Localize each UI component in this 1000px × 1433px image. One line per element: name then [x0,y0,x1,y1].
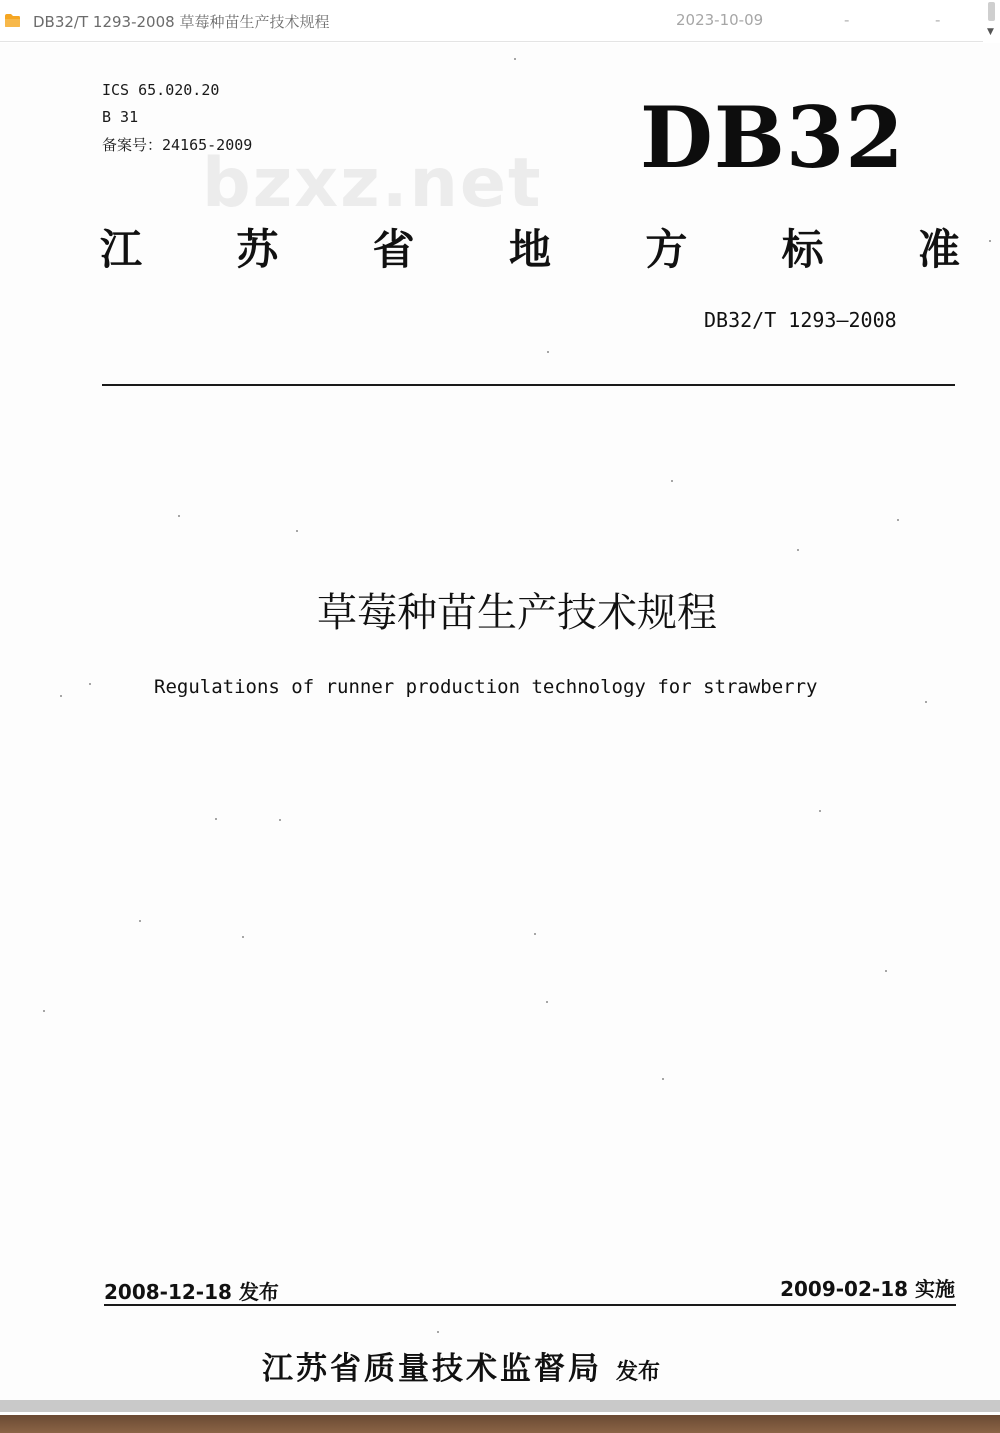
scan-speck [885,970,887,972]
publish-label: 发布 [616,1360,661,1385]
scan-speck [925,701,927,703]
scan-speck [534,933,536,935]
category-char: 省 [372,225,415,274]
title-chinese: 草莓种苗生产技术规程 [317,590,717,636]
scan-speck [546,1001,548,1003]
category-char: 苏 [236,225,279,274]
scroll-thumb[interactable] [988,2,995,21]
ics-code: ICS 65.020.20 [102,81,220,99]
scan-speck [296,530,298,532]
dash-separator: - [844,11,850,29]
chevron-down-icon[interactable]: ▼ [987,27,994,37]
document-page [0,43,1000,1400]
document-date: 2023-10-09 [676,11,764,29]
scan-speck [89,683,91,685]
scan-speck [797,549,799,551]
publisher-line [262,1343,660,1388]
scan-speck [43,1010,45,1012]
next-page-edge [0,1400,1000,1433]
divider-top [102,384,955,386]
folder-file-icon [4,13,21,28]
document-title: DB32/T 1293-2008 草莓种苗生产技术规程 [33,13,330,31]
title-english: Regulations of runner production technology for strawberry [154,676,818,698]
classification-code: B 31 [102,108,139,126]
implementation-date: 2009-02-18 实施 [780,1277,955,1301]
standard-code: DB32 [640,88,905,187]
record-number: 备案号：24165-2009 [102,136,253,154]
scan-speck [547,351,549,353]
scan-speck [215,818,217,820]
issue-date: 2008-12-18 发布 [104,1280,279,1304]
scan-speck [989,240,991,242]
scan-speck [819,810,821,812]
publisher-name: 江苏省质量技术监督局 [262,1351,602,1387]
scan-speck [178,515,180,517]
scan-speck [242,936,244,938]
scan-speck [437,1331,439,1333]
category-char: 准 [917,225,960,274]
title-bar [0,0,1000,42]
divider-bottom [104,1304,956,1306]
category-char: 地 [508,225,551,274]
scan-speck [514,58,516,60]
standard-number: DB32/T 1293—2008 [704,308,897,332]
scan-speck [662,1078,664,1080]
scan-speck [897,519,899,521]
dash-separator: - [935,11,941,29]
scan-speck [279,819,281,821]
scan-speck [60,695,62,697]
category-char: 方 [645,225,688,274]
scan-speck [139,920,141,922]
category-char: 江 [100,225,143,274]
standard-category [100,217,960,277]
category-char: 标 [781,225,824,274]
watermark: bzxz.net [202,144,543,223]
scan-speck [671,480,673,482]
